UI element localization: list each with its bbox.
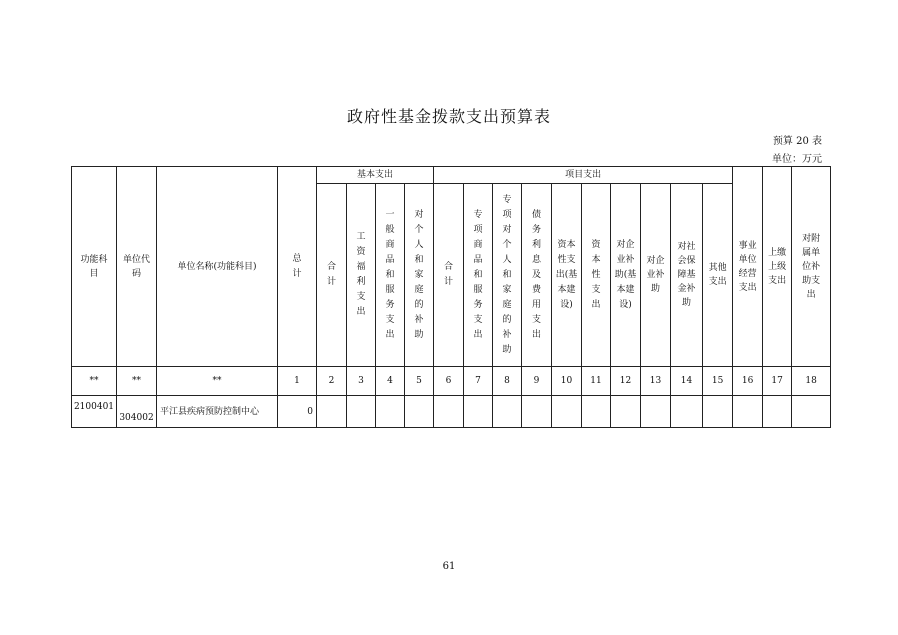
unit-code-cell: 304002: [117, 396, 157, 428]
empty-cell: [733, 396, 763, 428]
header-basic-total: 合计: [317, 184, 347, 367]
num-cell: 12: [611, 367, 641, 396]
header-proj-enterprise-basic: 对企业补助(基本建设): [611, 184, 641, 367]
unit-label: 单位：万元: [772, 154, 822, 165]
header-proj-other: 其他支出: [703, 184, 733, 367]
num-cell: 15: [703, 367, 733, 396]
empty-cell: [376, 396, 405, 428]
num-cell: 5: [405, 367, 434, 396]
empty-cell: [792, 396, 831, 428]
num-cell: 10: [552, 367, 582, 396]
num-cell: 13: [641, 367, 671, 396]
header-proj-capital: 资本性支出: [582, 184, 611, 367]
budget-table: [71, 166, 831, 428]
header-proj-social: 对社会保障基金补助: [671, 184, 703, 367]
num-cell: **: [72, 367, 117, 396]
num-cell: **: [117, 367, 157, 396]
num-cell: 14: [671, 367, 703, 396]
unit-name-cell: 平江县疾病预防控制中心: [157, 396, 278, 428]
header-proj-goods: 专项商品和服务支出: [464, 184, 493, 367]
num-cell: 4: [376, 367, 405, 396]
empty-cell: [582, 396, 611, 428]
num-cell: **: [157, 367, 278, 396]
empty-cell: [347, 396, 376, 428]
table-row: [72, 396, 831, 428]
header-upper-payment: 上缴上级支出: [763, 167, 792, 367]
empty-cell: [493, 396, 522, 428]
page-number: 61: [442, 561, 456, 572]
header-proj-debt: 债务利息及费用支出: [522, 184, 552, 367]
num-cell: 11: [582, 367, 611, 396]
empty-cell: [405, 396, 434, 428]
empty-cell: [522, 396, 552, 428]
num-cell: 2: [317, 367, 347, 396]
num-cell: 3: [347, 367, 376, 396]
total-cell: 0: [278, 396, 317, 428]
header-func-subject: 功能科目: [72, 167, 117, 367]
num-cell: 17: [763, 367, 792, 396]
header-basic-goods: 一般商品和服务支出: [376, 184, 405, 367]
empty-cell: [552, 396, 582, 428]
group-basic-expenditure: 基本支出: [317, 167, 434, 184]
func-code-cell: 2100401: [72, 396, 117, 428]
num-cell: 16: [733, 367, 763, 396]
column-number-row: [72, 367, 831, 396]
page-title: 政府性基金拨款支出预算表: [346, 107, 551, 126]
header-proj-capital-basic: 资本性支出(基本建设): [552, 184, 582, 367]
header-subsidiary: 对附属单位补助支出: [792, 167, 831, 367]
header-unit-code: 单位代码: [117, 167, 157, 367]
num-cell: 1: [278, 367, 317, 396]
group-project-expenditure: 项目支出: [434, 167, 733, 184]
num-cell: 18: [792, 367, 831, 396]
empty-cell: [464, 396, 493, 428]
table-code: 预算 20 表: [772, 136, 822, 147]
header-basic-personal: 对个人和家庭的补助: [405, 184, 434, 367]
header-total: 总计: [278, 167, 317, 367]
num-cell: 9: [522, 367, 552, 396]
empty-cell: [763, 396, 792, 428]
header-business-unit: 事业单位经营支出: [733, 167, 763, 367]
num-cell: 8: [493, 367, 522, 396]
empty-cell: [317, 396, 347, 428]
num-cell: 7: [464, 367, 493, 396]
empty-cell: [434, 396, 464, 428]
num-cell: 6: [434, 367, 464, 396]
header-unit-name: 单位名称(功能科目): [157, 167, 278, 367]
empty-cell: [703, 396, 733, 428]
empty-cell: [641, 396, 671, 428]
header-proj-enterprise: 对企业补助: [641, 184, 671, 367]
header-proj-total: 合计: [434, 184, 464, 367]
empty-cell: [671, 396, 703, 428]
empty-cell: [611, 396, 641, 428]
header-basic-salary: 工资福利支出: [347, 184, 376, 367]
header-proj-personal: 专项对个人和家庭的补助: [493, 184, 522, 367]
